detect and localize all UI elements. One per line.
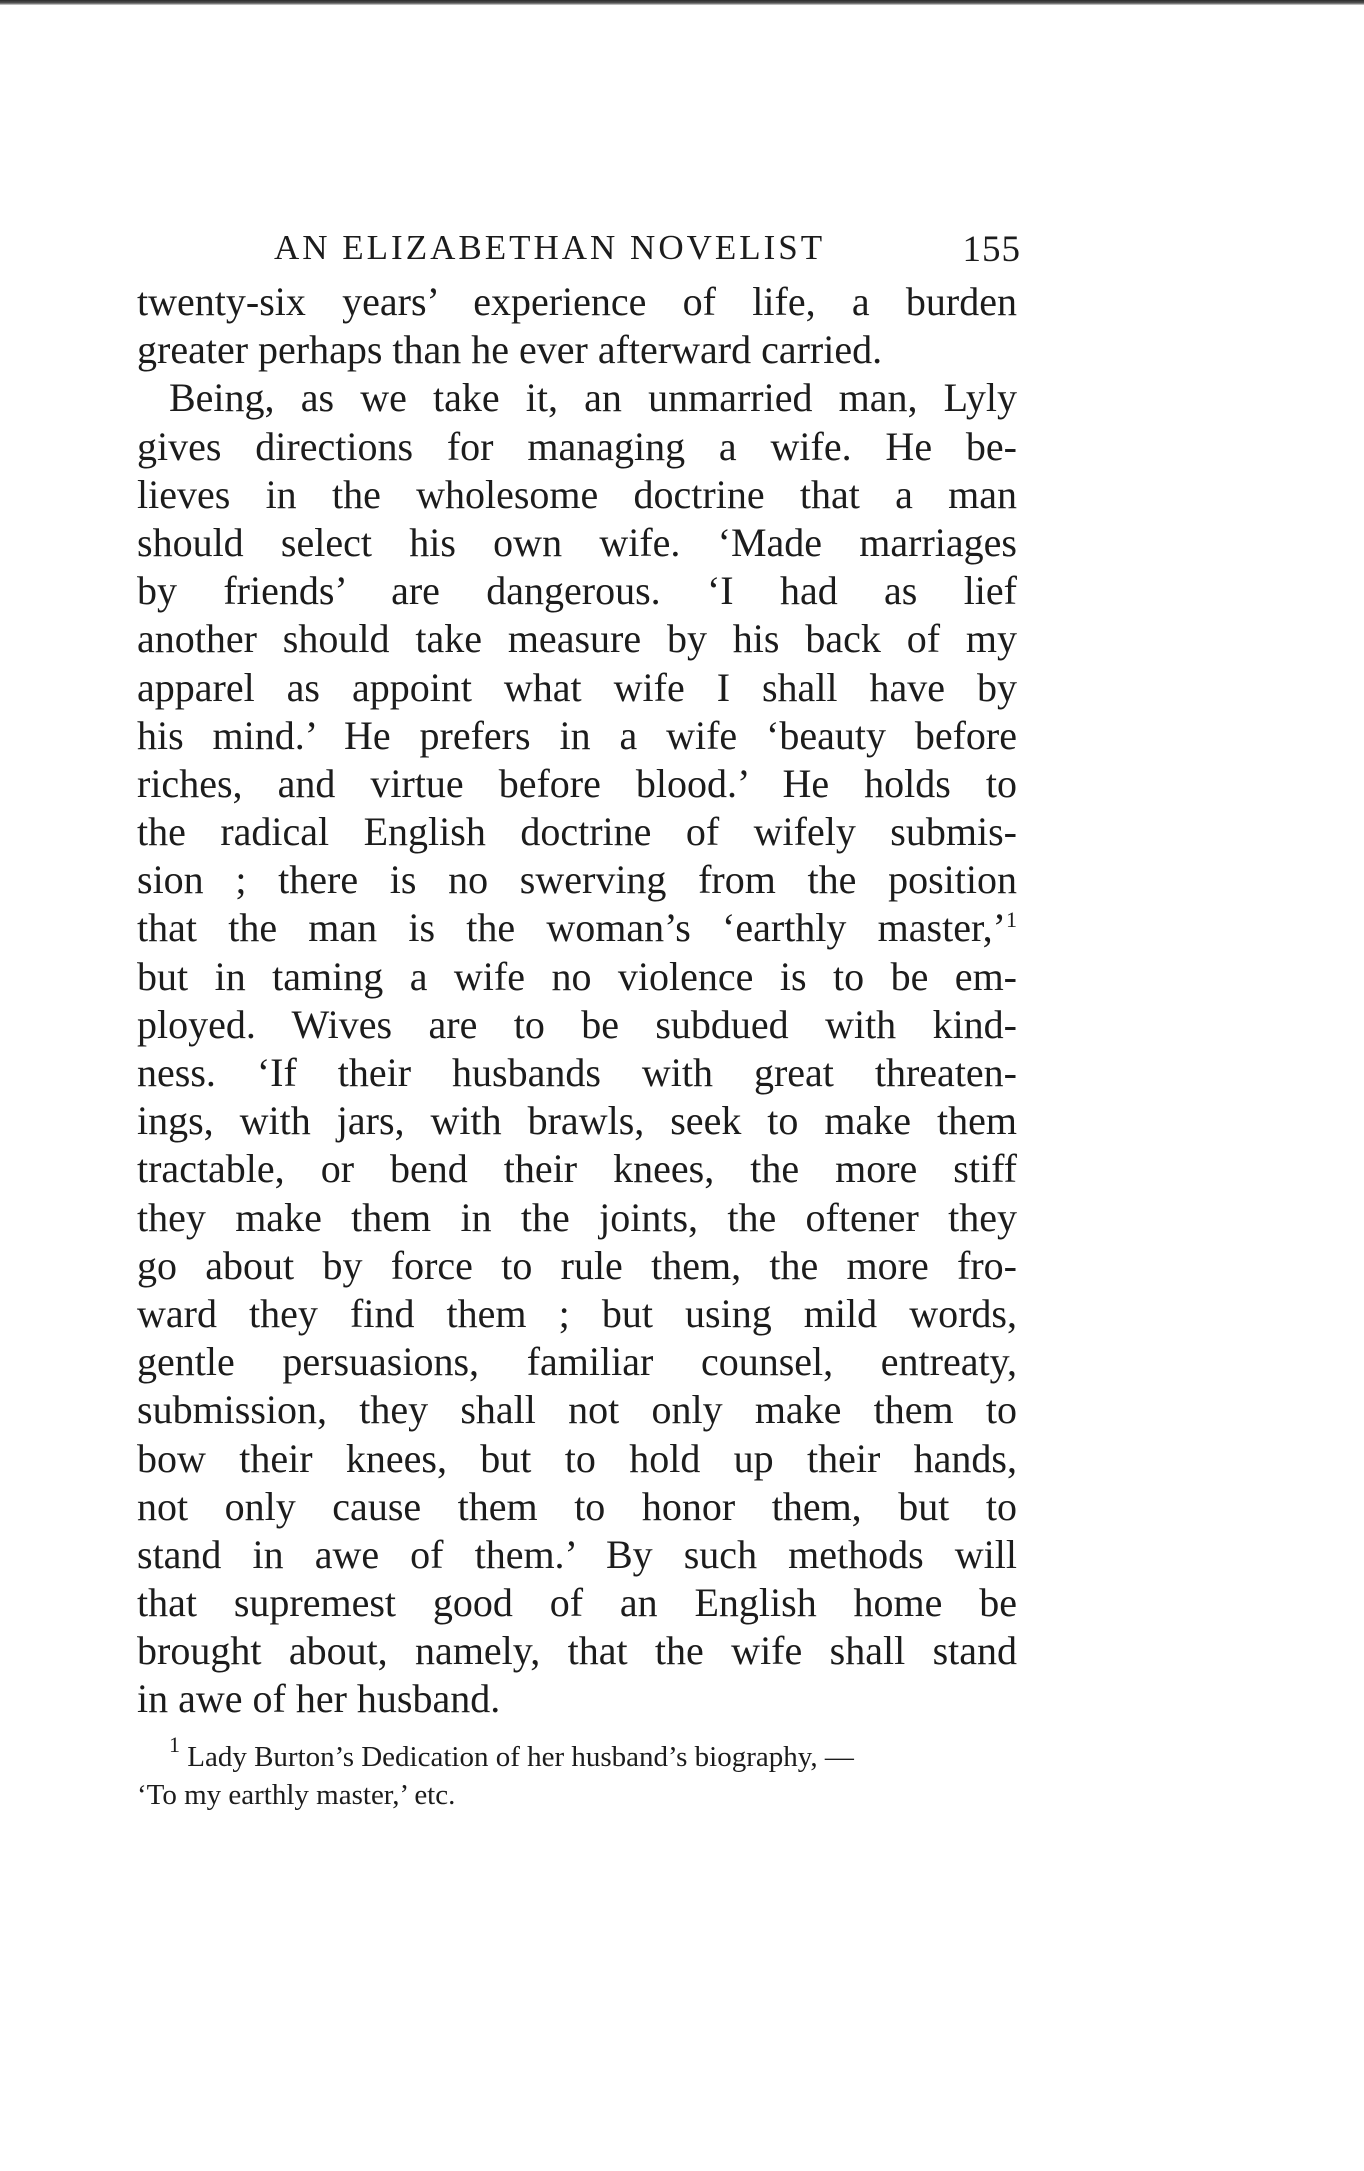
footnote-marker: 1: [169, 1731, 180, 1757]
text-line: ward they find them ; but using mild words,: [137, 1290, 1017, 1336]
text-line: brought about, namely, that the wife shall stand: [137, 1628, 1017, 1674]
text-line-with-footnote-ref: [137, 904, 1017, 952]
running-title: AN ELIZABETHAN NOVELIST: [274, 228, 826, 267]
footnote-line: ‘To my earthly master,’ etc.: [137, 1778, 456, 1811]
text-line: Being, as we take it, an unmarried man, Lyly: [169, 375, 1017, 421]
body-text: [137, 278, 1017, 1724]
text-line: that supremest good of an English home be: [137, 1580, 1017, 1626]
text-line: lieves in the wholesome doctrine that a man: [137, 471, 1017, 517]
text-line: should select his own wife. ‘Made marriages: [137, 519, 1017, 565]
text-line: riches, and virtue before blood.’ He holds to: [137, 760, 1017, 806]
running-head: [137, 228, 1021, 278]
text-line: submission, they shall not only make them to: [137, 1387, 1017, 1433]
text-line: sion ; there is no swerving from the position: [137, 857, 1017, 903]
text-line: apparel as appoint what wife I shall have by: [137, 664, 1017, 710]
text-line: the radical English doctrine of wifely submis-: [137, 809, 1017, 855]
text-line-content: that the man is the woman’s ‘earthly master,’: [137, 905, 1006, 951]
text-line: not only cause them to honor them, but to: [137, 1483, 1017, 1529]
text-line: tractable, or bend their knees, the more stiff: [137, 1146, 1017, 1192]
text-line: go about by force to rule them, the more fro-: [137, 1242, 1017, 1288]
footnote-line: [137, 1731, 1017, 1776]
footnote: [137, 1731, 1017, 1814]
text-line: twenty-six years’ experience of life, a burden: [137, 279, 1017, 324]
text-line: stand in awe of them.’ By such methods will: [137, 1531, 1017, 1577]
text-line: ployed. Wives are to be subdued with kind-: [137, 1001, 1017, 1047]
book-page: [137, 228, 1021, 1814]
text-line: gives directions for managing a wife. He be-: [137, 423, 1017, 469]
text-line: greater perhaps than he ever afterward carried.: [137, 327, 883, 373]
text-line: by friends’ are dangerous. ‘I had as lief: [137, 568, 1017, 614]
text-line: gentle persuasions, familiar counsel, entreaty,: [137, 1339, 1017, 1385]
text-line: they make them in the joints, the oftener they: [137, 1194, 1017, 1240]
text-line: bow their knees, but to hold up their hands,: [137, 1435, 1017, 1481]
page-number: 155: [962, 229, 1021, 270]
text-line: his mind.’ He prefers in a wife ‘beauty before: [137, 712, 1017, 758]
top-page-edge: [0, 0, 1364, 5]
footnote-reference: 1: [1006, 907, 1017, 933]
text-line: in awe of her husband.: [137, 1676, 501, 1722]
text-line: another should take measure by his back of my: [137, 616, 1017, 662]
text-line: but in taming a wife no violence is to be em-: [137, 953, 1017, 999]
text-line: ness. ‘If their husbands with great threaten-: [137, 1050, 1017, 1095]
text-line: ings, with jars, with brawls, seek to make them: [137, 1098, 1017, 1144]
footnote-text: Lady Burton’s Dedication of her husband’s biography, —: [187, 1740, 854, 1773]
